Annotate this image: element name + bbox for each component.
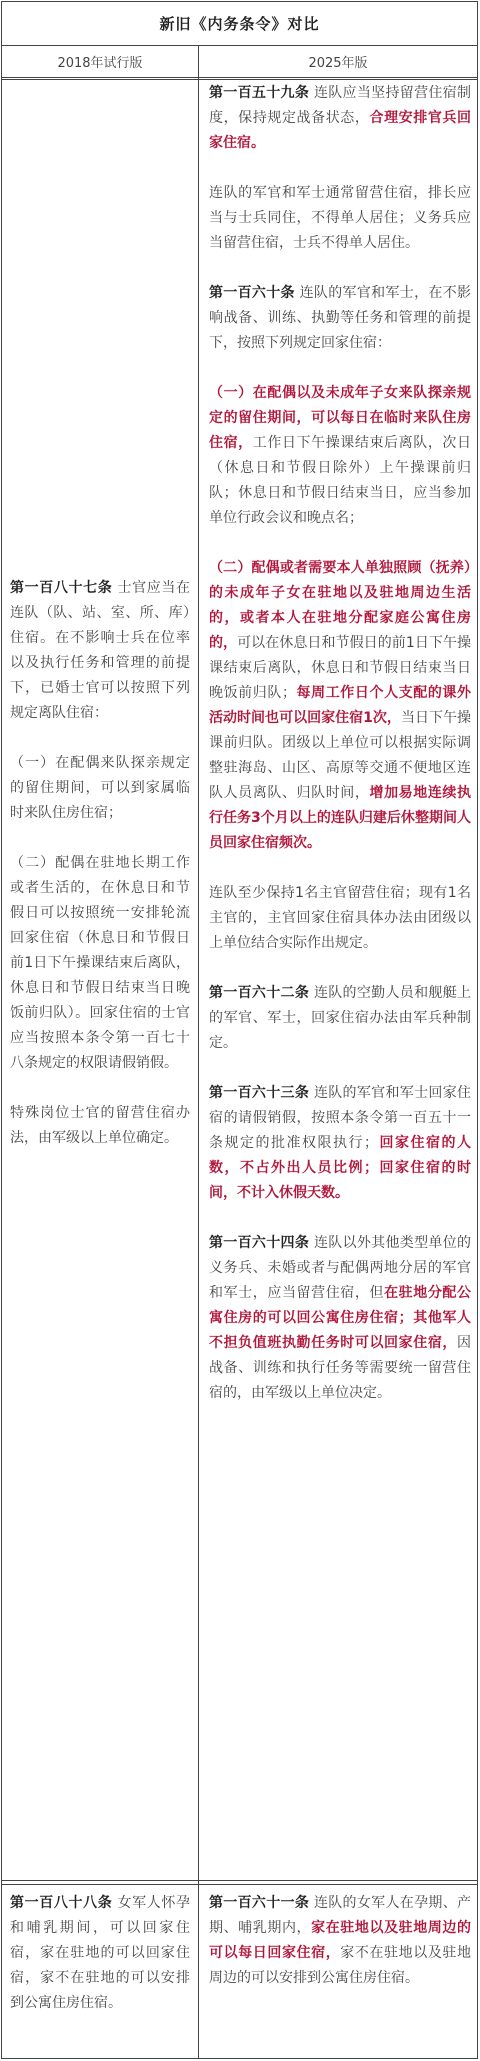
row-divider — [2, 1880, 477, 1881]
new-cell-article-161 — [209, 1891, 471, 1991]
article-160-item-2-middle-1: 可以在休息日和节假日的前1日下午操课结束后离队，休息日和节假日结束当日晚饭前归队； — [209, 635, 472, 701]
article-159-title: 第一百五十九条 — [209, 85, 310, 101]
article-160-item-1-highlight: （一）在配偶以及未成年子女来队探亲规定的留住期间，可以每日在临时来队住房住宿， — [209, 385, 471, 451]
article-187-title: 第一百八十七条 — [10, 580, 113, 596]
column-header-2025: 2025年版 — [308, 56, 368, 71]
article-162-title: 第一百六十二条 — [209, 985, 310, 1001]
article-164-title: 第一百六十四条 — [209, 1235, 310, 1251]
article-160-body: 连队的军官和军士，在不影响战备、训练、执勤等任务和管理的前提下，按照下列规定回家住宿： — [209, 285, 472, 351]
table-header-row — [2, 46, 477, 78]
article-160-item-2-highlight-3: 增加易地连续执行任务3个月以上的连队归建后休整期间人员回家住宿频次。 — [209, 785, 472, 851]
row-double-rule-left — [2, 1884, 198, 1885]
article-164-body: 连队以外其他类型单位的义务兵、未婚或者与配偶两地分居的军官和军士，应当留营住宿，但 — [209, 1235, 472, 1301]
table-title: 新旧《内务条令》对比 — [159, 15, 320, 33]
article-160-paragraph-2: 连队至少保持1名主官留营住宿；现有1名主官的，主官回家住宿具体办法由团级以上单位结合实际作出规定。 — [209, 885, 471, 951]
article-160-item-1-rest: 工作日下午操课结束后离队，次日（休息日和节假日除外）上午操课前归队；休息日和节假日结束当日，应当参加单位行政会议和晚点名； — [209, 435, 472, 526]
article-160-item-2-middle-2: 当日下午操课前归队。团级以上单位可以根据实际调整驻海岛、山区、高原等交通不便地区连队人员离队、归队时间， — [209, 710, 471, 801]
row-double-rule-right — [199, 1884, 477, 1885]
old-cell-article-187 — [10, 576, 190, 1151]
article-161-title: 第一百六十一条 — [209, 1895, 310, 1911]
article-160-item-2-highlight-1: （二）配偶或者需要本人单独照顾（抚养）的未成年子女在驻地以及驻地周边生活的，或者本人在驻地分配家庭公寓住房的， — [209, 560, 471, 651]
comparison-table — [1, 1, 478, 2059]
article-161-tail: 家不在驻地以及驻地周边的可以安排到公寓住房住宿。 — [209, 1945, 472, 1986]
article-187-item-1: （一）在配偶来队探亲规定的留住期间，可以到家属临时来队住房住宿； — [10, 755, 190, 821]
column-header-2018: 2018年试行版 — [57, 56, 143, 71]
article-161-body: 连队的女军人在孕期、产期、哺乳期内， — [209, 1895, 472, 1936]
article-188-title: 第一百八十八条 — [10, 1895, 113, 1911]
article-187-body: 士官应当在连队（队、站、室、所、库）住宿。在不影响士兵在位率以及执行任务和管理的前提下，已婚士官可以按照下列规定离队住宿： — [10, 580, 191, 721]
article-160-title: 第一百六十条 — [209, 285, 295, 301]
article-159-highlight: 合理安排官兵回家住宿。 — [209, 110, 472, 151]
article-187-item-2: （二）配偶在驻地长期工作或者生活的，在休息日和节假日可以按照统一安排轮流回家住宿（休息日和节假日前1日下午操课结束后离队，休息日和节假日结束当日晚饭前归队）。回家住宿的士官应当按照本条令第一百七十八条规定的权限请假销假。 — [10, 855, 190, 1071]
article-164-highlight: 在驻地分配公寓住房的可以回公寓住房住宿；其他军人不担负值班执勤任务时可以回家住宿， — [209, 1285, 472, 1351]
article-159-paragraph-2: 连队的军官和军士通常留营住宿，排长应当与士兵同住，不得单人居住；义务兵应当留营住宿，士兵不得单人居住。 — [209, 185, 471, 251]
column-divider — [198, 46, 199, 2058]
article-163-highlight: 回家住宿的人数，不占外出人员比例；回家住宿的时间，不计入休假天数。 — [209, 1135, 471, 1201]
old-cell-article-188 — [10, 1891, 190, 2016]
article-163-title: 第一百六十三条 — [209, 1085, 310, 1101]
table-title-row — [2, 2, 477, 46]
article-163-body: 连队的军官和军士回家住宿的请假销假，按照本条令第一百五十一条规定的批准权限执行； — [209, 1085, 472, 1151]
article-159-body: 连队应当坚持留营住宿制度，保持规定战备状态， — [209, 85, 472, 126]
header-double-rule-left — [2, 79, 198, 80]
article-188-body: 女军人怀孕和哺乳期间，可以回家住宿，家在驻地的可以回家住宿，家不在驻地的可以安排到公寓住房住宿。 — [10, 1895, 191, 2011]
article-160-item-2-highlight-2: 每周工作日个人支配的课外活动时间也可以回家住宿1次， — [209, 685, 472, 726]
new-cell-articles-159-164 — [209, 81, 471, 1406]
article-164-tail: 因战备、训练和执行任务等需要统一留营住宿的，由军级以上单位决定。 — [209, 1335, 471, 1401]
article-187-tail: 特殊岗位士官的留营住宿办法，由军级以上单位确定。 — [10, 1105, 190, 1146]
header-double-rule-right — [199, 79, 477, 80]
article-161-highlight: 家在驻地以及驻地周边的可以每日回家住宿， — [209, 1920, 472, 1961]
article-162-body: 连队的空勤人员和舰艇上的军官、军士，回家住宿办法由军兵种制定。 — [209, 985, 472, 1051]
